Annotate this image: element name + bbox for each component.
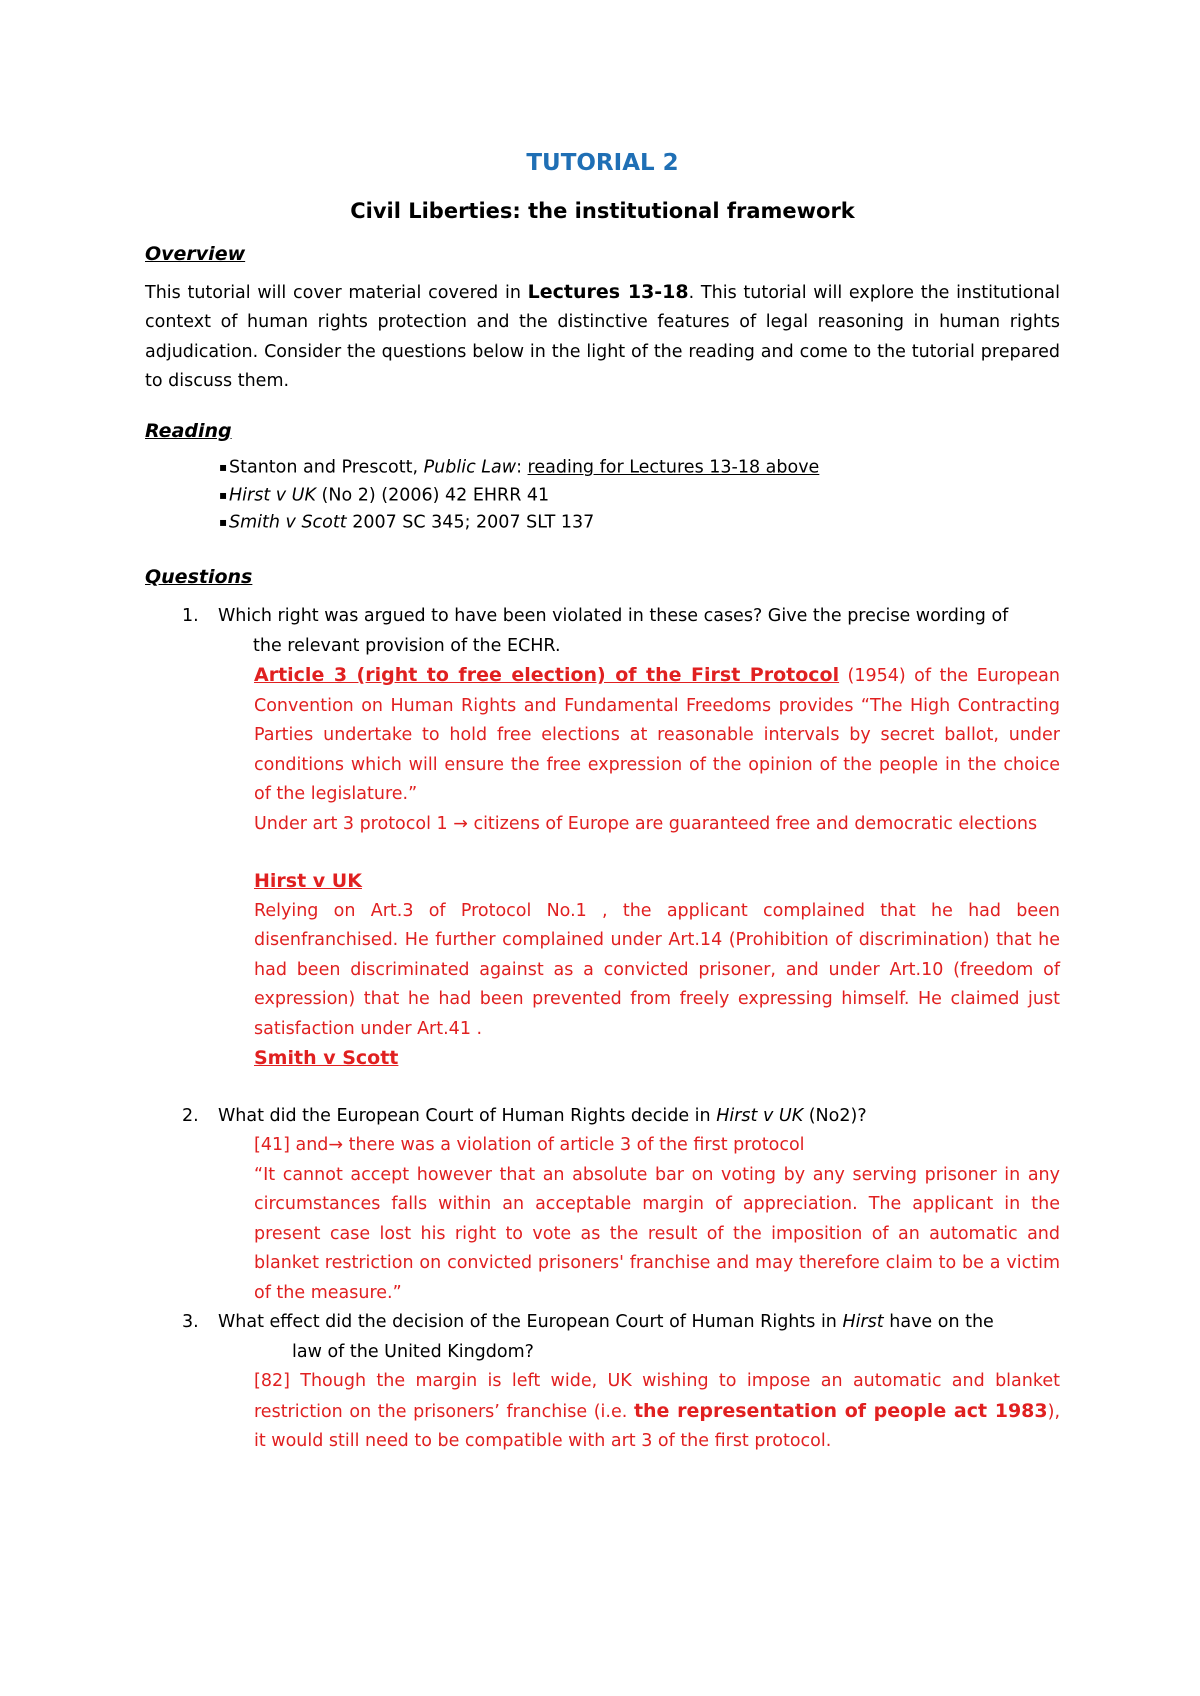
spacer xyxy=(254,839,1060,867)
answer-article-bold: Article 3 (right to free election) of the First Protocol xyxy=(254,664,840,686)
answer-3-bold: the representation of people act 1983 xyxy=(633,1399,1048,1422)
bullet-icon: ▪ xyxy=(219,460,228,474)
overview-paragraph xyxy=(145,278,1060,397)
reading-item-italic: Public Law xyxy=(423,457,517,478)
answer-1 xyxy=(254,661,1060,1074)
question-text-italic: Hirst xyxy=(842,1312,884,1332)
answer-3-text-a: [82] Though the margin is left wide, UK wishing to impose an automatic and blanket restriction on the prisoners’ franchise (i.e. xyxy=(254,1371,1060,1422)
question-line: the relevant provision of the ECHR. xyxy=(253,635,561,656)
hirst-paragraph: Relying on Art.3 of Protocol No.1 , the applicant complained that he had been disenfranchised. He further complained under Art.14 (Prohibition of discrimination) that he had been discriminated against as a convicted prisoner, and under Art.10 (freedom of expression) that he had been prevented from freely expressing himself. He claimed just satisfaction under Art.41 . xyxy=(254,900,1060,1039)
reading-item-italic: Smith v Scott xyxy=(229,512,347,533)
hirst-heading: Hirst v UK xyxy=(254,870,362,892)
answer-2-quote: “It cannot accept however that an absolute bar on voting by any serving prisoner in any circumstances falls within an acceptable margin of appreciation. The applicant in the present case lost his right to vote as the result of the imposition of an automatic and blanket restriction on convicted prisoners' franchise and may therefore claim to be a victim of the measure.” xyxy=(254,1164,1060,1303)
answer-3 xyxy=(254,1367,1060,1457)
bullet-icon: ▪ xyxy=(219,515,228,529)
question-text-italic: Hirst v UK xyxy=(716,1105,804,1126)
question-text-b: have on the xyxy=(883,1312,994,1332)
document-title: TUTORIAL 2 xyxy=(526,150,679,176)
overview-lectures-bold: Lectures 13-18 xyxy=(527,280,689,303)
answer-3-paragraph xyxy=(254,1367,1060,1457)
reading-item-text: 2007 SC 345; 2007 SLT 137 xyxy=(346,512,595,533)
document-content xyxy=(145,148,1060,1457)
question-line: Which right was argued to have been violated in these cases? Give the precise wording of xyxy=(218,606,1009,626)
reading-item-text: (No 2) (2006) 42 EHRR 41 xyxy=(315,485,550,505)
answer-art3-paragraph: Under art 3 protocol 1 → citizens of Europe are guaranteed free and democratic elections xyxy=(254,813,1038,834)
question-3 xyxy=(145,1308,1060,1367)
answer-2 xyxy=(254,1131,1060,1308)
smith-heading: Smith v Scott xyxy=(254,1047,399,1069)
overview-text-after: . This tutorial will explore the institutional context of human rights protection and the distinctive features of legal reasoning in human rights adjudication. Consider the questions below in the light of the reading and come to the tutorial prepared to discuss them. xyxy=(145,282,1060,391)
answer-3-text-b: ), it would still need to be compatible with art 3 of the first protocol. xyxy=(254,1401,1061,1451)
question-text xyxy=(218,1102,1060,1132)
question-1 xyxy=(145,602,1060,661)
document-subtitle: Civil Liberties: the institutional framework xyxy=(350,199,855,223)
reading-item xyxy=(145,482,1060,510)
question-text-a: What did the European Court of Human Rights decide in xyxy=(218,1105,717,1126)
reading-item-text: Stanton and Prescott, xyxy=(229,457,424,478)
question-number: 2. xyxy=(182,1105,199,1126)
overview-text-before: This tutorial will cover material covered in xyxy=(145,282,528,303)
overview-heading: Overview xyxy=(145,243,246,265)
question-text-b: (No2)? xyxy=(803,1105,867,1126)
questions-heading: Questions xyxy=(145,565,253,588)
reading-heading: Reading xyxy=(145,419,232,442)
reading-item xyxy=(145,509,1060,537)
bullet-icon: ▪ xyxy=(219,487,228,502)
question-text xyxy=(218,1308,1060,1367)
reading-item-sep: : xyxy=(516,457,528,478)
question-text xyxy=(218,602,1060,661)
question-number: 3. xyxy=(182,1312,199,1332)
reading-item-italic: Hirst v UK xyxy=(229,485,316,505)
answer-article-paragraph xyxy=(254,661,1060,810)
question-text-a: What effect did the decision of the European Court of Human Rights in xyxy=(218,1312,843,1332)
question-number: 1. xyxy=(182,606,199,626)
question-2 xyxy=(145,1102,1060,1132)
answer-2-line: [41] and→ there was a violation of article 3 of the first protocol xyxy=(254,1135,805,1155)
reading-item-link[interactable]: reading for Lectures 13-18 above xyxy=(527,457,820,478)
question-line: law of the United Kingdom? xyxy=(292,1341,534,1362)
answer-article-text: (1954) of the European Convention on Human Rights and Fundamental Freedoms provides “The High Contracting Parties undertake to hold free elections at reasonable intervals by secret ballot, under conditions which will ensure the free expression of the opinion of the people in the choice of the legislature.” xyxy=(254,666,1060,804)
reading-item xyxy=(145,454,1060,482)
reading-list xyxy=(145,454,1060,537)
